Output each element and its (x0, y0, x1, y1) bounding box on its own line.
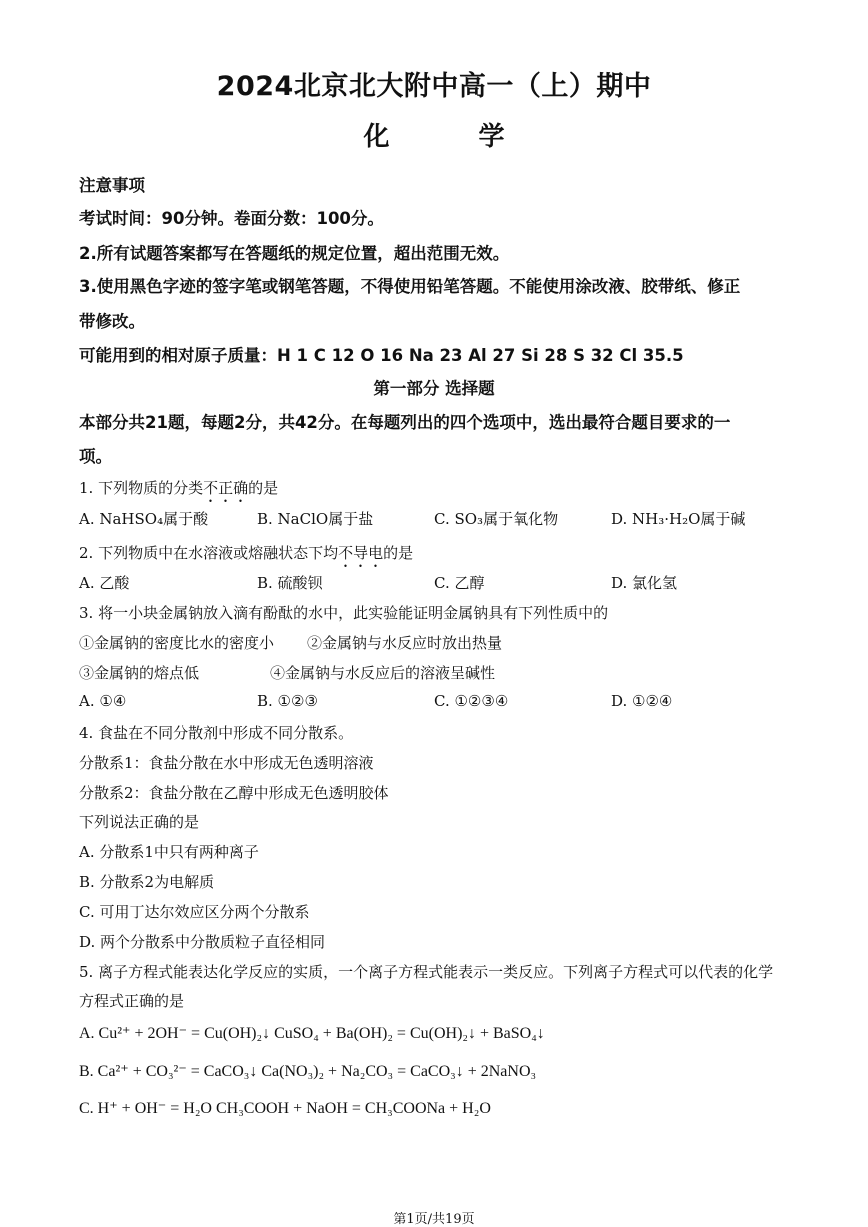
q3-option-b: B. ①②③ (257, 692, 318, 710)
q3-stem: 3. 将一小块金属钠放入滴有酚酞的水中，此实验能证明金属钠具有下列性质中的 (79, 604, 609, 622)
q1-option-b: B. NaClO属于盐 (257, 510, 374, 528)
q3-statement-1: ①金属钠的密度比水的密度小 (79, 634, 275, 652)
notice-line-2: 2.所有试题答案都写在答题纸的规定位置，超出范围无效。 (79, 244, 510, 263)
q4-option-c: C. 可用丁达尔效应区分两个分散系 (79, 903, 310, 921)
q2-stem: 2. 下列物质中在水溶液或熔融状态下均不导电的是 (79, 544, 414, 562)
q4-system-1: 分散系1：食盐分散在水中形成无色透明溶液 (79, 754, 374, 772)
q5-stem-a: 5. 离子方程式能表达化学反应的实质，一个离子方程式能表示一类反应。下列离子方程式可以代表的化学 (79, 963, 774, 981)
notice-line-1: 考试时间：90分钟。卷面分数：100分。 (79, 209, 384, 228)
q4-option-b: B. 分散系2为电解质 (79, 873, 215, 891)
q4-option-a: A. 分散系1中只有两种离子 (79, 843, 259, 861)
q1-option-d: D. NH₃·H₂O属于碱 (611, 510, 746, 528)
q5-stem-b: 方程式正确的是 (79, 992, 185, 1010)
q5-option-b: B. Ca²⁺ + CO₃²⁻ = CaCO₃↓ Ca(NO₃)₂ + Na₂CO₃ = CaCO₃↓ + 2NaNO₃ (79, 1063, 537, 1080)
page-number: 第1页/共19页 (393, 1212, 475, 1227)
q3-option-c: C. ①②③④ (434, 692, 509, 710)
q5-option-a: A. Cu²⁺ + 2OH⁻ = Cu(OH)₂↓ CuSO₄ + Ba(OH)₂ = Cu(OH)₂↓ + BaSO₄↓ (79, 1025, 545, 1042)
q2-option-c: C. 乙醇 (434, 574, 485, 592)
subject-title: 化 学 (363, 122, 545, 152)
q3-statement-2: ②金属钠与水反应时放出热量 (307, 634, 503, 652)
q2-option-a: A. 乙酸 (79, 574, 130, 592)
notice-heading: 注意事项 (79, 176, 145, 195)
q3-statement-3: ③金属钠的熔点低 (79, 664, 200, 682)
q5-option-c: C. H⁺ + OH⁻ = H₂O CH₃COOH + NaOH = CH₃COONa + H₂O (79, 1100, 491, 1117)
q4-stem: 4. 食盐在不同分散剂中形成不同分散系。 (79, 724, 354, 742)
section-title: 第一部分 选择题 (373, 379, 495, 398)
exam-title: 2024北京北大附中高一（上）期中 (216, 71, 652, 102)
q2-option-b: B. 硫酸钡 (257, 574, 323, 592)
q3-option-d: D. ①②④ (611, 692, 673, 710)
section-desc-a: 本部分共21题，每题2分，共42分。在每题列出的四个选项中，选出最符合题目要求的一 (79, 413, 731, 432)
q1-option-a: A. NaHSO₄属于酸 (79, 510, 209, 528)
q2-option-d: D. 氯化氢 (611, 574, 678, 592)
q1-stem: 1. 下列物质的分类不正确的是 (79, 479, 279, 497)
atomic-mass-line: 可能用到的相对原子质量：H 1 C 12 O 16 Na 23 Al 27 Si 28 S 32 Cl 35.5 (79, 346, 684, 365)
q4-question: 下列说法正确的是 (79, 813, 200, 831)
q4-option-d: D. 两个分散系中分散质粒子直径相同 (79, 933, 326, 951)
q4-system-2: 分散系2：食盐分散在乙醇中形成无色透明胶体 (79, 784, 389, 802)
notice-line-3b: 带修改。 (79, 312, 145, 331)
q3-option-a: A. ①④ (79, 692, 127, 710)
q1-option-c: C. SO₃属于氧化物 (434, 510, 559, 528)
q3-statement-4: ④金属钠与水反应后的溶液呈碱性 (270, 664, 496, 682)
notice-line-3a: 3.使用黑色字迹的签字笔或钢笔答题，不得使用铅笔答题。不能使用涂改液、胶带纸、修正 (79, 277, 741, 296)
section-desc-b: 项。 (79, 447, 112, 466)
